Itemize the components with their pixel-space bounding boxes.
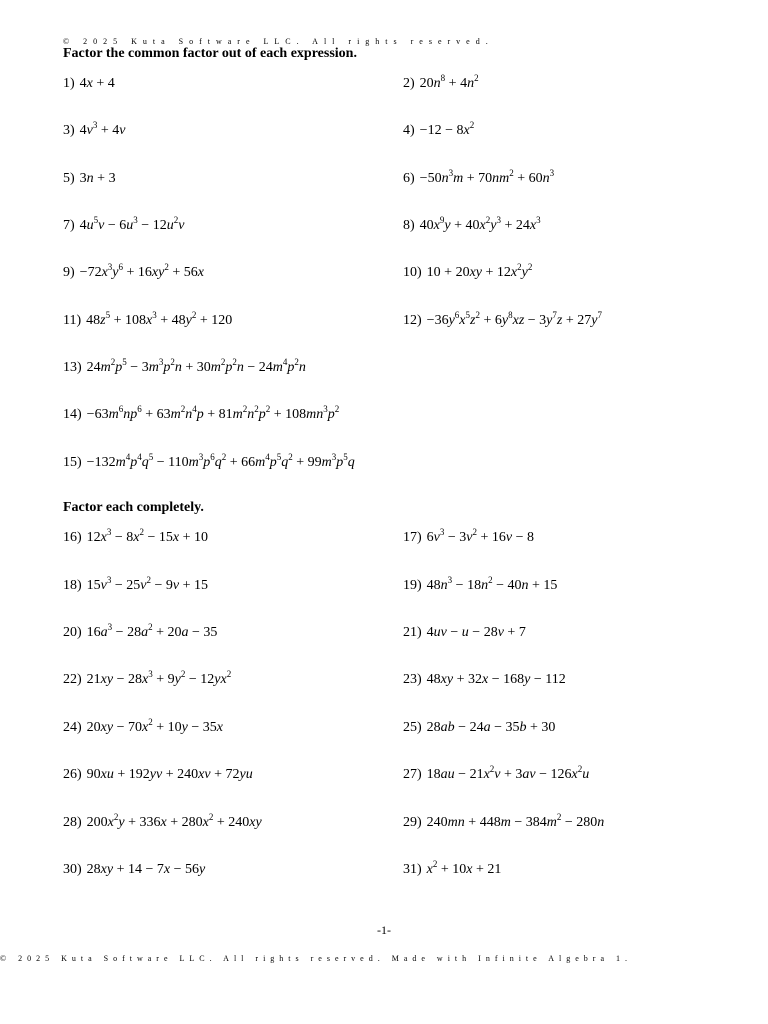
problem-9: $9) -72x^3y^6 + 16xy^2 + 56x$: [63, 262, 204, 280]
problem-20: 20) $16a^3 - 28a^2 + 20a - 35$: [63, 622, 218, 640]
problem-7: 7) $4u^5v - 6u^3 - 12u^2v$: [63, 215, 185, 233]
problem-30: 30) 28xy + 14 − 7x − 56y: [63, 862, 206, 877]
problem-27: 27) $18au - 21x^2v + 3av - 126x^2u$: [403, 764, 590, 782]
problem-14: $14) -63m^6np^6 + 63m^2n^4p + 81m^2n^2p^2 + 108mn^3p^2$: [63, 404, 340, 422]
problem-26: 26) 90xu + 192yv + 240xv + 72yu: [63, 767, 253, 782]
problem-28: 28) $200x^2y + 336x + 280x^2 + 240xy$: [63, 812, 262, 830]
section-heading-factor-completely: Factor each completely.: [63, 500, 204, 515]
problem-12: $12) -36y^6x^5z^2 + 6y^8xz - 3y^7z + 27y^7$: [403, 310, 602, 328]
problem-15: $15) -132m^4p^4q^5 - 110m^3p^6q^2 + 66m^4p^5q^2 + 99m^3p^5q$: [63, 452, 355, 470]
problem-6: $6) -50n^3m + 70nm^2 + 60n^3$: [403, 168, 555, 186]
footer-copyright: © 2025 Kuta Software LLC. All rights reserved. Made with Infinite Algebra 1.: [0, 954, 633, 963]
problem-11: 11) $48z^5 + 108x^3 + 48y^2 + 120$: [63, 310, 233, 328]
problem-23: 23) 48xy + 32x − 168y − 112: [403, 672, 566, 687]
problem-24: 24) $20xy - 70x^2 + 10y - 35x$: [63, 717, 223, 735]
problem-1: 1) 4x + 4: [63, 76, 115, 91]
problem-4: $4) -12 - 8x^2$: [403, 120, 475, 138]
problem-22: 22) $21xy - 28x^3 + 9y^2 - 12yx^2$: [63, 669, 232, 687]
problem-13: 13) $24m^2p^5 - 3m^3p^2n + 30m^2p^2n - 24m^4p^2n$: [63, 357, 306, 375]
problem-2: 2) $20n^8 + 4n^2$: [403, 73, 479, 91]
problem-18: 18) $15v^3 - 25v^2 - 9v + 15$: [63, 575, 209, 593]
problem-31: 31) $x^2 + 10x + 21$: [403, 859, 502, 877]
problem-10: 10) $10 + 20xy + 12x^2y^2$: [403, 262, 533, 280]
problem-29: 29) $240mn + 448m - 384m^2 - 280n$: [403, 812, 605, 830]
problem-21: 21) 4uv − u − 28v + 7: [403, 625, 526, 640]
problem-25: 25) 28ab − 24a − 35b + 30: [403, 720, 556, 735]
section-heading-common-factor: Factor the common factor out of each expression.: [63, 46, 357, 61]
problem-3: 3) $4v^3 + 4v$: [63, 120, 126, 138]
problem-19: 19) $48n^3 - 18n^2 - 40n + 15$: [403, 575, 558, 593]
problem-8: 8) $40x^9y + 40x^2y^3 + 24x^3$: [403, 215, 541, 233]
problem-5: 5) 3n + 3: [63, 171, 116, 186]
problem-16: 16) $12x^3 - 8x^2 - 15x + 10$: [63, 527, 209, 545]
header-copyright: © 2025 Kuta Software LLC. All rights reserved.: [63, 37, 494, 46]
page-number: -1-: [377, 923, 391, 937]
problem-17: 17) $6v^3 - 3v^2 + 16v - 8$: [403, 527, 535, 545]
